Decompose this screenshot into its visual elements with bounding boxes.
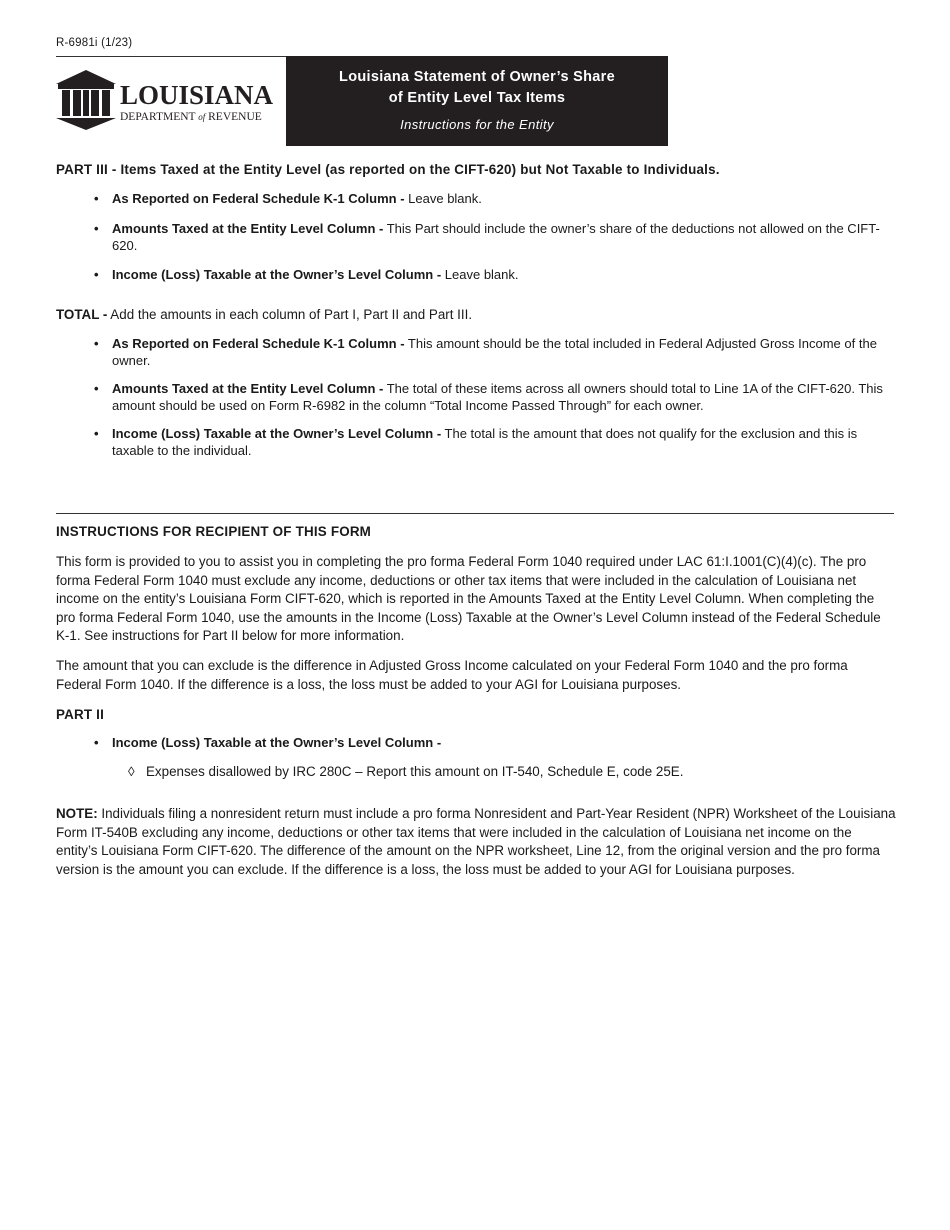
list-item [56, 266, 896, 283]
bullet-label: Amounts Taxed at the Entity Level Column - [112, 381, 384, 396]
recipient-para1-wrap [56, 553, 896, 646]
svg-text:DEPARTMENT of [120, 111, 262, 123]
note-paragraph [56, 805, 896, 879]
logo-department: DEPARTMENT [120, 111, 196, 123]
louisiana-revenue-logo [56, 68, 278, 130]
form-header [56, 56, 668, 146]
header-rule [56, 56, 286, 57]
bullet-label: Income (Loss) Taxable at the Owner’s Level Column - [112, 426, 442, 441]
list-item [56, 190, 896, 207]
recipient-para2: The amount that you can exclude is the difference in Adjusted Gross Income calculated on your Federal Form 1040 and the pro forma Federal Form 1040. If the difference is a loss, the loss must be added to your AGI for Louisiana purposes. [56, 658, 848, 692]
part2-heading: PART II [56, 707, 105, 722]
part2-heading-wrap [56, 706, 896, 725]
logo-of: of [198, 112, 206, 122]
diamond-bullet-icon: ◊ [128, 764, 135, 779]
logo-wordmark: LOUISIANA [120, 80, 274, 110]
recipient-para2-wrap [56, 657, 896, 694]
form-title [286, 67, 668, 109]
list-item [56, 425, 896, 459]
part3-section [56, 161, 896, 180]
bullet-label: As Reported on Federal Schedule K-1 Column - [112, 336, 405, 351]
recipient-section [56, 523, 896, 542]
bullet-label: Income (Loss) Taxable at the Owner’s Level Column - [112, 735, 442, 750]
total-text: Add the amounts in each column of Part I, Part II and Part III. [107, 307, 473, 322]
total-list-1 [56, 335, 896, 369]
form-subtitle: Instructions for the Entity [400, 117, 554, 132]
title-line-1: Louisiana Statement of Owner’s Share [339, 69, 615, 85]
part3-heading: PART III - Items Taxed at the Entity Level (as reported on the CIFT-620) but Not Taxable to Individuals. [56, 162, 720, 177]
title-box [286, 56, 668, 146]
bullet-label: Income (Loss) Taxable at the Owner’s Level Column - [112, 267, 442, 282]
title-line-2: of Entity Level Tax Items [388, 90, 566, 106]
bullet-text: Leave blank. [441, 267, 519, 282]
total-list-2 [56, 380, 896, 414]
list-item [56, 380, 896, 414]
bullet-text: This Part should include the owner’s share of the deductions not allowed on the CIFT-620. [112, 221, 880, 253]
logo-revenue: REVENUE [208, 111, 262, 123]
part2-list [56, 734, 896, 751]
recipient-heading: INSTRUCTIONS FOR RECIPIENT OF THIS FORM [56, 524, 372, 539]
bullet-label: As Reported on Federal Schedule K-1 Column - [112, 191, 405, 206]
part2-sub-item [56, 763, 896, 781]
note-label: NOTE: [56, 806, 98, 821]
list-item [56, 335, 896, 369]
part3-list [56, 190, 896, 207]
sub-list-item [56, 763, 896, 781]
bullet-text: The total of these items across all owners should total to Line 1A of the CIFT-620. This amount should be used on Form R-6982 in the column “Total Income Passed Through” for each owner. [112, 381, 883, 413]
bullet-label: Amounts Taxed at the Entity Level Column - [112, 221, 384, 236]
list-item [56, 734, 896, 751]
list-item [56, 220, 896, 254]
total-list-3 [56, 425, 896, 459]
capitol-building-icon [56, 68, 278, 130]
note-text: Individuals filing a nonresident return must include a pro forma Nonresident and Part-Year Resident (NPR) Worksheet of the Louisiana Form IT-540B excluding any income, deductions or other tax items that were included in the calculation of Louisiana net income on the entity’s Louisiana Form CIFT-620. The difference of the amount on the NPR worksheet, Line 12, from the original version and the pro forma version is the amount you can exclude. If the difference is a loss, the loss must be added to your AGI for Louisiana purposes. [56, 806, 896, 877]
total-label: TOTAL - [56, 307, 108, 322]
section-divider [56, 513, 894, 514]
total-section [56, 306, 896, 325]
part3-list-3 [56, 266, 896, 283]
sub-item-text: Expenses disallowed by IRC 280C – Report this amount on IT-540, Schedule E, code 25E. [146, 764, 684, 779]
form-id: R-6981i (1/23) [56, 37, 133, 49]
part3-list-2 [56, 220, 896, 254]
recipient-para1: This form is provided to you to assist you in completing the pro forma Federal Form 1040 required under LAC 61:I.1001(C)(4)(c). The pro forma Federal Form 1040 must exclude any income, deductions or other tax items that were included in the calculation of Louisiana net income on the entity’s Louisiana Form CIFT-620, which is reported in the Amounts Taxed at the Entity Level Column. When completing the pro forma Federal Form 1040, use the amounts in the Income (Loss) Taxable at the Owner’s Level Column instead of the Federal Schedule K-1. See instructions for Part II below for more information. [56, 554, 881, 643]
note-wrap [56, 805, 896, 879]
bullet-text: The total is the amount that does not qualify for the exclusion and this is taxable to the individual. [112, 426, 858, 458]
bullet-text: This amount should be the total included in Federal Adjusted Gross Income of the owner. [112, 336, 877, 368]
bullet-text: Leave blank. [404, 191, 482, 206]
